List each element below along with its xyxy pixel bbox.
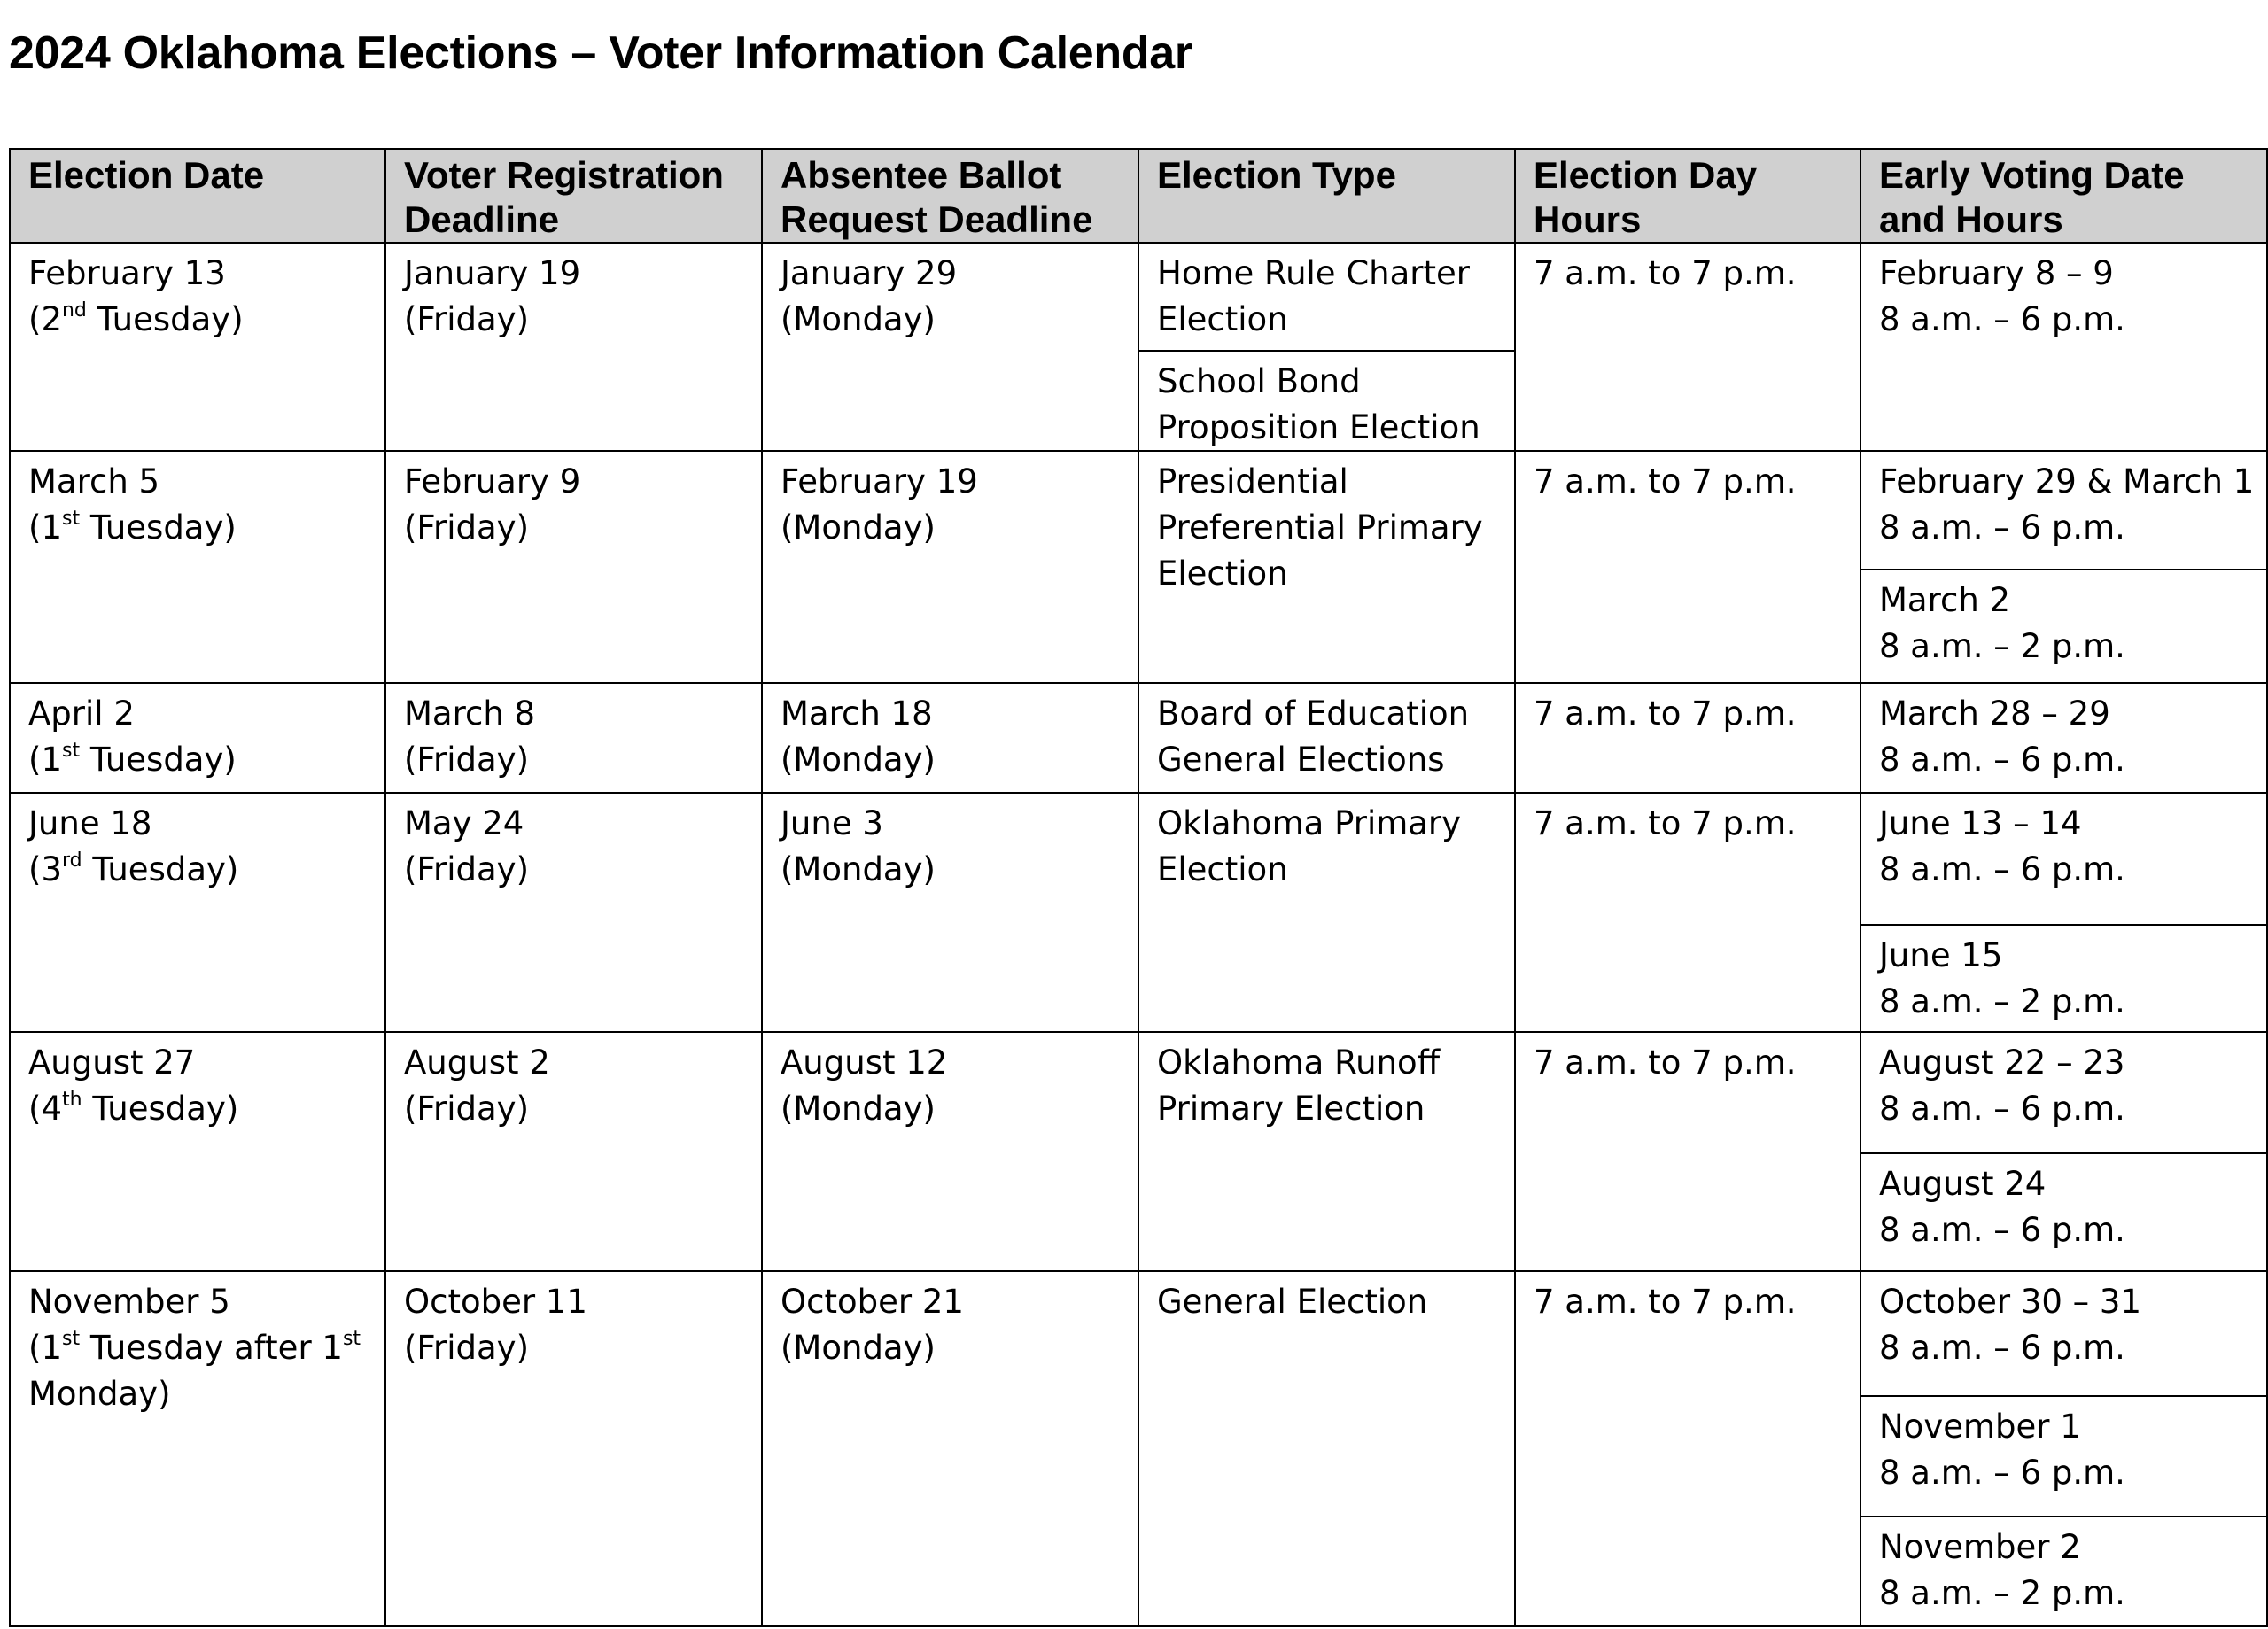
- early-voting-cell: [1860, 793, 2267, 1032]
- absentee-deadline-cell: October 21 (Monday): [762, 1271, 1138, 1626]
- election-day-hours-cell: 7 a.m. to 7 p.m.: [1515, 451, 1860, 683]
- election-type-cell: [1138, 243, 1515, 451]
- absentee-deadline-cell: February 19 (Monday): [762, 451, 1138, 683]
- early-voting-cell: March 28 – 29 8 a.m. – 6 p.m.: [1860, 683, 2267, 793]
- election-date: March 5: [28, 462, 160, 500]
- header-election-type: Election Type: [1138, 149, 1515, 243]
- election-date-cell: [10, 1032, 385, 1271]
- election-weekday: (1st Tuesday): [28, 739, 237, 779]
- table-row: [10, 1271, 2267, 1626]
- early-voting-item: November 2 8 a.m. – 2 p.m.: [1861, 1516, 2266, 1625]
- election-type-cell: Board of Education General Elections: [1138, 683, 1515, 793]
- header-voter-registration-deadline: Voter Registration Deadline: [385, 149, 762, 243]
- election-date-cell: [10, 451, 385, 683]
- early-voting-item: February 29 & March 1 8 a.m. – 6 p.m.: [1879, 462, 2255, 547]
- election-day-hours-cell: 7 a.m. to 7 p.m.: [1515, 1032, 1860, 1271]
- election-type-cell: Oklahoma Runoff Primary Election: [1138, 1032, 1515, 1271]
- election-type-cell: Presidential Preferential Primary Election: [1138, 451, 1515, 683]
- election-type-cell: General Election: [1138, 1271, 1515, 1626]
- early-voting-item: August 24 8 a.m. – 6 p.m.: [1861, 1152, 2266, 1270]
- early-voting-item: March 2 8 a.m. – 2 p.m.: [1861, 569, 2266, 682]
- registration-deadline-cell: January 19 (Friday): [385, 243, 762, 451]
- early-voting-item: November 1 8 a.m. – 6 p.m.: [1861, 1395, 2266, 1516]
- election-date: November 5: [28, 1283, 230, 1321]
- absentee-deadline-cell: January 29 (Monday): [762, 243, 1138, 451]
- election-type-item: Home Rule Charter Election: [1157, 254, 1470, 338]
- table-row: [10, 1032, 2267, 1271]
- table-row: [10, 683, 2267, 793]
- early-voting-cell: February 8 – 9 8 a.m. – 6 p.m.: [1860, 243, 2267, 451]
- election-day-hours-cell: 7 a.m. to 7 p.m.: [1515, 683, 1860, 793]
- early-voting-item: June 13 – 14 8 a.m. – 6 p.m.: [1879, 804, 2125, 888]
- header-early-voting: Early Voting Date and Hours: [1860, 149, 2267, 243]
- header-election-day-hours: Election Day Hours: [1515, 149, 1860, 243]
- header-absentee-ballot-request-deadline: Absentee Ballot Request Deadline: [762, 149, 1138, 243]
- election-type-item: School Bond Proposition Election: [1139, 350, 1514, 450]
- absentee-deadline-cell: March 18 (Monday): [762, 683, 1138, 793]
- election-day-hours-cell: 7 a.m. to 7 p.m.: [1515, 1271, 1860, 1626]
- table-row: [10, 451, 2267, 683]
- early-voting-cell: [1860, 451, 2267, 683]
- registration-deadline-cell: October 11 (Friday): [385, 1271, 762, 1626]
- early-voting-cell: [1860, 1032, 2267, 1271]
- election-date: April 2: [28, 694, 135, 733]
- election-date: June 18: [28, 804, 152, 842]
- election-day-hours-cell: 7 a.m. to 7 p.m.: [1515, 793, 1860, 1032]
- table-row: [10, 243, 2267, 451]
- election-weekday: (1st Tuesday after 1st: [28, 1327, 361, 1367]
- page-title: 2024 Oklahoma Elections – Voter Information Calendar: [9, 27, 1192, 79]
- election-weekday: (4th Tuesday): [28, 1088, 239, 1128]
- election-weekday: (3rd Tuesday): [28, 849, 239, 888]
- absentee-deadline-cell: August 12 (Monday): [762, 1032, 1138, 1271]
- table-header-row: [10, 149, 2267, 243]
- registration-deadline-cell: May 24 (Friday): [385, 793, 762, 1032]
- election-date-cell: [10, 793, 385, 1032]
- election-day-hours-cell: 7 a.m. to 7 p.m.: [1515, 243, 1860, 451]
- election-type-cell: Oklahoma Primary Election: [1138, 793, 1515, 1032]
- election-weekday: (2nd Tuesday): [28, 299, 244, 338]
- election-weekday: (1st Tuesday): [28, 507, 237, 547]
- election-date-cell: [10, 683, 385, 793]
- election-date: August 27: [28, 1043, 196, 1082]
- election-date-cell: [10, 243, 385, 451]
- election-date: February 13: [28, 254, 226, 292]
- election-date-cell: November 5 (1st Tuesday after 1st Monday): [10, 1271, 385, 1626]
- early-voting-item: June 15 8 a.m. – 2 p.m.: [1861, 924, 2266, 1031]
- early-voting-item: October 30 – 31 8 a.m. – 6 p.m.: [1879, 1283, 2142, 1367]
- registration-deadline-cell: March 8 (Friday): [385, 683, 762, 793]
- registration-deadline-cell: February 9 (Friday): [385, 451, 762, 683]
- absentee-deadline-cell: June 3 (Monday): [762, 793, 1138, 1032]
- early-voting-cell: [1860, 1271, 2267, 1626]
- table-row: [10, 793, 2267, 1032]
- header-election-date: Election Date: [10, 149, 385, 243]
- registration-deadline-cell: August 2 (Friday): [385, 1032, 762, 1271]
- early-voting-item: August 22 – 23 8 a.m. – 6 p.m.: [1879, 1043, 2125, 1128]
- voter-calendar-table: [9, 148, 2268, 1627]
